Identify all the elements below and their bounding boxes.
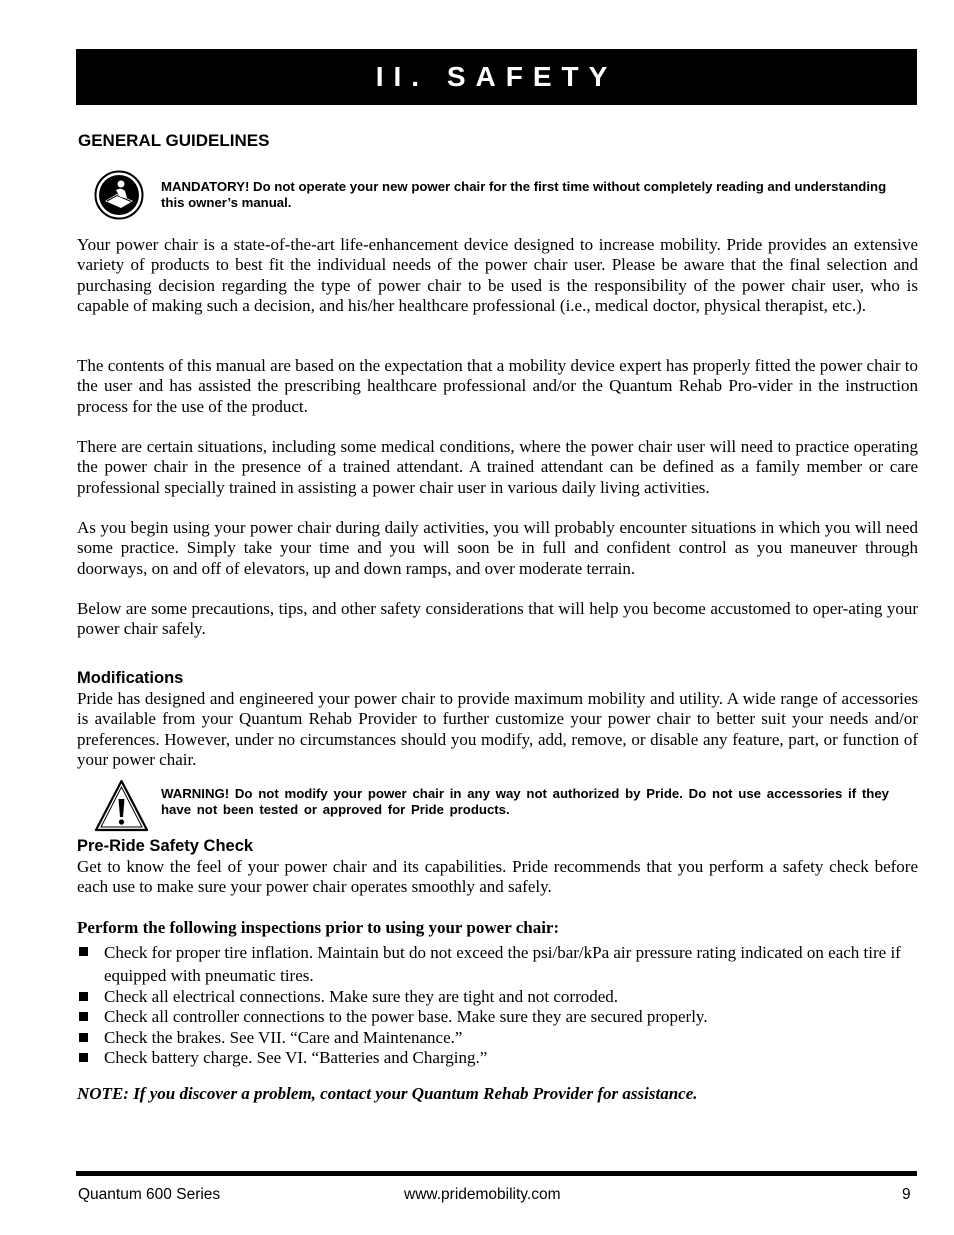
list-item: [77, 1048, 918, 1068]
read-manual-icon: [94, 170, 144, 220]
warning-triangle-icon: [94, 779, 149, 832]
section-heading-general-guidelines: GENERAL GUIDELINES: [78, 131, 270, 150]
paragraph: Get to know the feel of your power chair and its capabilities. Pride recommends that you perform a safety check before each use to make sure your power chair operates smoothly and safely.: [77, 857, 918, 897]
warning-notice: WARNING! Do not modify your power chair in any way not authorized by Pride. Do not use accessories if they have not been tested or approved for Pride products.: [161, 786, 889, 817]
list-item: [77, 987, 918, 1007]
bullet-square-icon: [79, 1053, 88, 1062]
paragraph: The contents of this manual are based on the expectation that a mobility device expert has properly fitted the power chair to the user and has assisted the prescribing healthcare professional and/or the Quantum Rehab Pro-vider in the instruction process for the use of the product.: [77, 356, 918, 416]
footer-divider: [76, 1171, 917, 1176]
list-item-text: Check for proper tire inflation. Maintain but do not exceed the psi/bar/kPa air pressure rating indicated on each tire if equipped with pneumatic tires.: [104, 943, 901, 985]
chapter-title: II. SAFETY: [375, 61, 618, 92]
paragraph: Pride has designed and engineered your power chair to provide maximum mobility and utility. A wide range of accessories is available from your Quantum Rehab Provider to further customize your power chair to better suit your needs and/or preferences. However, under no circumstances should you modify, add, remove, or disable any feature, part, or function of your power chair.: [77, 689, 918, 769]
list-item-text: Check battery charge. See VI. “Batteries and Charging.”: [104, 1047, 488, 1067]
subsection-heading-modifications: Modifications: [77, 669, 184, 687]
bullet-square-icon: [79, 992, 88, 1001]
bullet-square-icon: [79, 947, 88, 956]
footer-website: www.pridemobility.com: [404, 1186, 561, 1203]
footer-product-name: Quantum 600 Series: [78, 1186, 221, 1203]
list-item-text: Check the brakes. See VII. “Care and Maintenance.”: [104, 1027, 463, 1047]
subsection-heading-preride: Pre-Ride Safety Check: [77, 837, 254, 855]
bullet-square-icon: [79, 1033, 88, 1042]
list-item: [77, 1028, 918, 1048]
list-item: [77, 1007, 918, 1027]
inspections-heading: Perform the following inspections prior to using your power chair:: [77, 918, 560, 937]
list-item-text: Check all electrical connections. Make sure they are tight and not corroded.: [104, 987, 619, 1006]
chapter-banner: [76, 49, 917, 105]
list-item-text: Check all controller connections to the power base. Make sure they are secured properly.: [104, 1007, 708, 1027]
inspection-list: [77, 941, 918, 1068]
paragraph: Your power chair is a state-of-the-art life-enhancement device designed to increase mobility. Pride provides an extensive variety of products to best fit the individual needs of the power chair user. Please be aware that the final selection and purchasing decision regarding the type of power chair to be used is the responsibility of the power chair user, who is capable of making such a decision, and his/her healthcare professional (i.e., medical doctor, physical therapist, etc.).: [77, 235, 918, 315]
list-item: [77, 941, 918, 987]
mandatory-notice: MANDATORY! Do not operate your new power chair for the first time without completely reading and understanding this owner’s manual.: [161, 179, 887, 210]
paragraph: As you begin using your power chair during daily activities, you will probably encounter situations in which you will need some practice. Simply take your time and you will soon be in full and confident control as you maneuver through doorways, on and off of elevators, up and down ramps, and over moderate terrain.: [77, 518, 918, 578]
paragraph: Below are some precautions, tips, and other safety considerations that will help you become accustomed to oper-ating your power chair safely.: [77, 599, 918, 639]
footer-page-number: 9: [902, 1186, 911, 1203]
bullet-square-icon: [79, 1012, 88, 1021]
paragraph: There are certain situations, including some medical conditions, where the power chair user will need to practice operating the power chair in the presence of a trained attendant. A trained attendant can be defined as a family member or care professional specially trained in assisting a power chair user in various daily living activities.: [77, 437, 918, 497]
note: NOTE: If you discover a problem, contact your Quantum Rehab Provider for assistance.: [77, 1084, 698, 1103]
